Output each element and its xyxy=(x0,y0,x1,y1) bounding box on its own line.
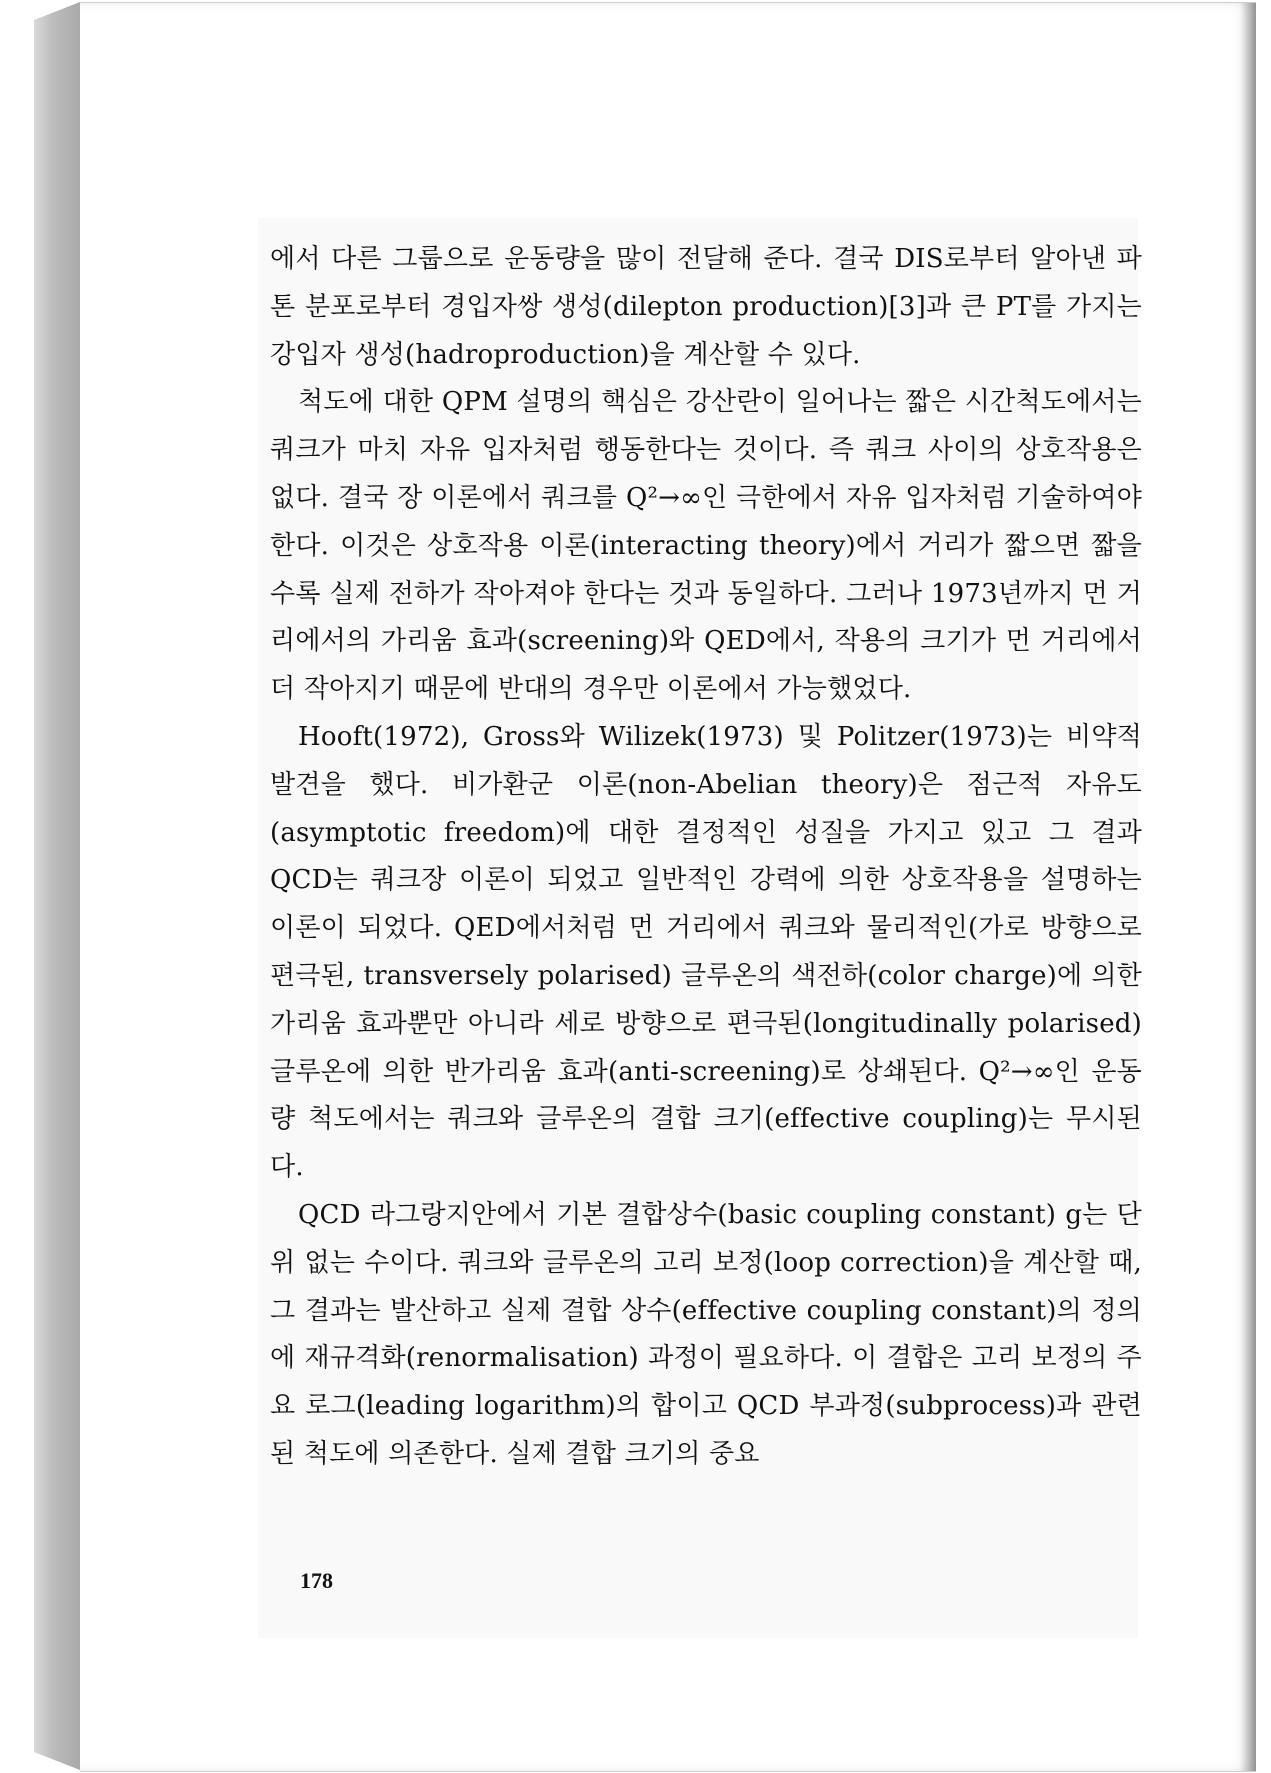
book-spine xyxy=(34,2,80,1770)
paragraph-2: 척도에 대한 QPM 설명의 핵심은 강산란이 일어나는 짧은 시간척도에서는 쿼크가 마치 자유 입자처럼 행동한다는 것이다. 즉 쿼크 사이의 상호작용은 없다. 결국 장 이론에서 쿼크를 Q²→∞인 극한에서 자유 입자처럼 기술하여야 한다. 이것은 상호작용 이론(interacting theory)에서 거리가 짧으면 짧을수록 실제 전하가 작아져야 한다는 것과 동일하다. 그러나 1973년까지 먼 거리에서의 가리움 효과(screening)와 QED에서, 작용의 크기가 먼 거리에서 더 작아지기 때문에 반대의 경우만 이론에서 가능했었다. xyxy=(270,387,1142,705)
page-body xyxy=(270,236,1142,1479)
page-edge-shadow xyxy=(1240,3,1256,1771)
paragraph-4: QCD 라그랑지안에서 기본 결합상수(basic coupling constant) g는 단위 없는 수이다. 쿼크와 글루온의 고리 보정(loop correction)을 계산할 때, 그 결과는 발산하고 실제 결합 상수(effective coupling constant)의 정의에 재규격화(renormalisation) 과정이 필요하다. 이 결합은 고리 보정의 주요 로그(leading logarithm)의 합이고 QCD 부과정(subprocess)과 관련된 척도에 의존한다. 실제 결합 크기의 중요 xyxy=(270,1199,1142,1469)
paragraph-1: 에서 다른 그룹으로 운동량을 많이 전달해 준다. 결국 DIS로부터 알아낸 파톤 분포로부터 경입자쌍 생성(dilepton production)[3]과 큰 PT를 가지는 강입자 생성(hadroproduction)을 계산할 수 있다. xyxy=(270,244,1142,370)
paragraph-3: Hooft(1972), Gross와 Wilizek(1973) 및 Politzer(1973)는 비약적 발견을 했다. 비가환군 이론(non-Abelian theory)은 점근적 자유도(asymptotic freedom)에 대한 결정적인 성질을 가지고 있고 그 결과 QCD는 쿼크장 이론이 되었고 일반적인 강력에 의한 상호작용을 설명하는 이론이 되었다. QED에서처럼 먼 거리에서 쿼크와 물리적인(가로 방향으로 편극된, transversely polarised) 글루온의 색전하(color charge)에 의한 가리움 효과뿐만 아니라 세로 방향으로 편극된(longitudinally polarised) 글루온에 의한 반가리움 효과(anti-screening)로 상쇄된다. Q²→∞인 운동량 척도에서는 쿼크와 글루온의 결합 크기(effective coupling)는 무시된다. xyxy=(270,721,1142,1183)
page-number: 178 xyxy=(300,1568,333,1593)
